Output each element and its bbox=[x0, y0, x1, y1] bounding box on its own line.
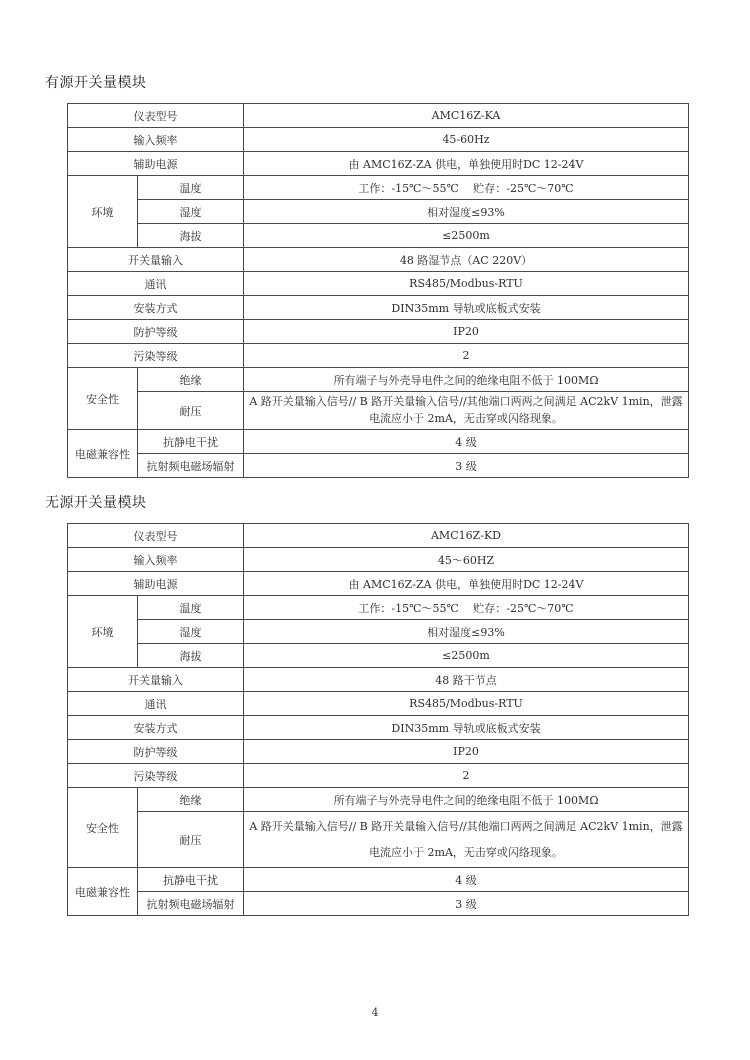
active-module-spec-table bbox=[67, 103, 689, 478]
table-row bbox=[68, 716, 689, 740]
table-row bbox=[68, 644, 689, 668]
spec-label-cell: 防护等级 bbox=[68, 740, 244, 764]
spec-label-cell: 开关量输入 bbox=[68, 668, 244, 692]
table-row bbox=[68, 548, 689, 572]
table-row bbox=[68, 224, 689, 248]
spec-group-cell: 环境 bbox=[68, 176, 138, 248]
table-row bbox=[68, 812, 689, 868]
table-row bbox=[68, 740, 689, 764]
spec-label-cell: 温度 bbox=[138, 176, 244, 200]
spec-label-cell: 安装方式 bbox=[68, 296, 244, 320]
passive-module-spec-table bbox=[67, 523, 689, 916]
table-row bbox=[68, 248, 689, 272]
table-row bbox=[68, 788, 689, 812]
spec-value-cell: 45～60HZ bbox=[244, 548, 689, 572]
section-title-passive-module: 无源开关量模块 bbox=[45, 495, 147, 511]
table-row bbox=[68, 344, 689, 368]
table-row bbox=[68, 128, 689, 152]
spec-label-cell: 抗射频电磁场辐射 bbox=[138, 454, 244, 478]
spec-value-cell: 工作：-15℃～55℃ 贮存：-25℃～70℃ bbox=[244, 596, 689, 620]
table-row bbox=[68, 620, 689, 644]
spec-label-cell: 抗射频电磁场辐射 bbox=[138, 892, 244, 916]
spec-value-cell: RS485/Modbus-RTU bbox=[244, 692, 689, 716]
spec-group-cell: 安全性 bbox=[68, 788, 138, 868]
spec-value-cell: DIN35mm 导轨或底板式安装 bbox=[244, 716, 689, 740]
table-row bbox=[68, 272, 689, 296]
spec-value-cell: A 路开关量输入信号// B 路开关量输入信号//其他端口两两之间满足 AC2kV 1min，泄露电流应小于 2mA，无击穿或闪络现象。 bbox=[244, 812, 689, 868]
spec-label-cell: 仪表型号 bbox=[68, 524, 244, 548]
table-row bbox=[68, 668, 689, 692]
spec-label-cell: 通讯 bbox=[68, 692, 244, 716]
spec-value-cell: 45-60Hz bbox=[244, 128, 689, 152]
spec-label-cell: 抗静电干扰 bbox=[138, 430, 244, 454]
table-row bbox=[68, 320, 689, 344]
spec-label-cell: 耐压 bbox=[138, 812, 244, 868]
spec-label-cell: 辅助电源 bbox=[68, 572, 244, 596]
spec-value-cell: DIN35mm 导轨或底板式安装 bbox=[244, 296, 689, 320]
table-row bbox=[68, 430, 689, 454]
table-row bbox=[68, 392, 689, 430]
table-row bbox=[68, 368, 689, 392]
table-row bbox=[68, 596, 689, 620]
table-row bbox=[68, 764, 689, 788]
spec-label-cell: 绝缘 bbox=[138, 788, 244, 812]
spec-value-cell: 4 级 bbox=[244, 868, 689, 892]
spec-label-cell: 绝缘 bbox=[138, 368, 244, 392]
spec-label-cell: 海拔 bbox=[138, 644, 244, 668]
spec-value-cell: 48 路干节点 bbox=[244, 668, 689, 692]
table-row bbox=[68, 176, 689, 200]
spec-label-cell: 污染等级 bbox=[68, 344, 244, 368]
spec-value-cell: 所有端子与外壳导电件之间的绝缘电阻不低于 100MΩ bbox=[244, 788, 689, 812]
spec-label-cell: 输入频率 bbox=[68, 128, 244, 152]
spec-label-cell: 湿度 bbox=[138, 200, 244, 224]
spec-value-cell: 3 级 bbox=[244, 454, 689, 478]
spec-value-cell: 48 路湿节点（AC 220V） bbox=[244, 248, 689, 272]
spec-value-cell: 工作：-15℃～55℃ 贮存：-25℃～70℃ bbox=[244, 176, 689, 200]
spec-label-cell: 温度 bbox=[138, 596, 244, 620]
spec-group-cell: 电磁兼容性 bbox=[68, 430, 138, 478]
spec-value-cell: AMC16Z-KD bbox=[244, 524, 689, 548]
spec-label-cell: 防护等级 bbox=[68, 320, 244, 344]
spec-label-cell: 污染等级 bbox=[68, 764, 244, 788]
section-title-active-module: 有源开关量模块 bbox=[45, 75, 147, 91]
spec-value-cell: 2 bbox=[244, 764, 689, 788]
table-row bbox=[68, 572, 689, 596]
spec-value-cell: 由 AMC16Z-ZA 供电，单独使用时DC 12-24V bbox=[244, 572, 689, 596]
table-row bbox=[68, 892, 689, 916]
spec-label-cell: 输入频率 bbox=[68, 548, 244, 572]
spec-group-cell: 安全性 bbox=[68, 368, 138, 430]
page-number: 4 bbox=[371, 1006, 379, 1019]
spec-label-cell: 通讯 bbox=[68, 272, 244, 296]
table-row bbox=[68, 200, 689, 224]
spec-value-cell: 3 级 bbox=[244, 892, 689, 916]
spec-value-cell: 所有端子与外壳导电件之间的绝缘电阻不低于 100MΩ bbox=[244, 368, 689, 392]
spec-group-cell: 电磁兼容性 bbox=[68, 868, 138, 916]
table-row bbox=[68, 454, 689, 478]
spec-value-cell: ≤2500m bbox=[244, 224, 689, 248]
table-row bbox=[68, 104, 689, 128]
spec-label-cell: 海拔 bbox=[138, 224, 244, 248]
table-row bbox=[68, 152, 689, 176]
spec-value-cell: 相对湿度≤93% bbox=[244, 620, 689, 644]
spec-value-cell: AMC16Z-KA bbox=[244, 104, 689, 128]
spec-value-cell: IP20 bbox=[244, 320, 689, 344]
spec-value-cell: 相对湿度≤93% bbox=[244, 200, 689, 224]
spec-label-cell: 仪表型号 bbox=[68, 104, 244, 128]
spec-label-cell: 湿度 bbox=[138, 620, 244, 644]
spec-label-cell: 抗静电干扰 bbox=[138, 868, 244, 892]
spec-group-cell: 环境 bbox=[68, 596, 138, 668]
table-row bbox=[68, 868, 689, 892]
spec-value-cell: 4 级 bbox=[244, 430, 689, 454]
spec-value-cell: A 路开关量输入信号// B 路开关量输入信号//其他端口两两之间满足 AC2kV 1min，泄露电流应小于 2mA，无击穿或闪络现象。 bbox=[244, 392, 689, 430]
spec-value-cell: 2 bbox=[244, 344, 689, 368]
spec-label-cell: 安装方式 bbox=[68, 716, 244, 740]
spec-value-cell: ≤2500m bbox=[244, 644, 689, 668]
table-row bbox=[68, 524, 689, 548]
table-row bbox=[68, 692, 689, 716]
spec-value-cell: RS485/Modbus-RTU bbox=[244, 272, 689, 296]
spec-value-cell: 由 AMC16Z-ZA 供电，单独使用时DC 12-24V bbox=[244, 152, 689, 176]
spec-label-cell: 辅助电源 bbox=[68, 152, 244, 176]
spec-label-cell: 开关量输入 bbox=[68, 248, 244, 272]
table-row bbox=[68, 296, 689, 320]
spec-value-cell: IP20 bbox=[244, 740, 689, 764]
spec-label-cell: 耐压 bbox=[138, 392, 244, 430]
